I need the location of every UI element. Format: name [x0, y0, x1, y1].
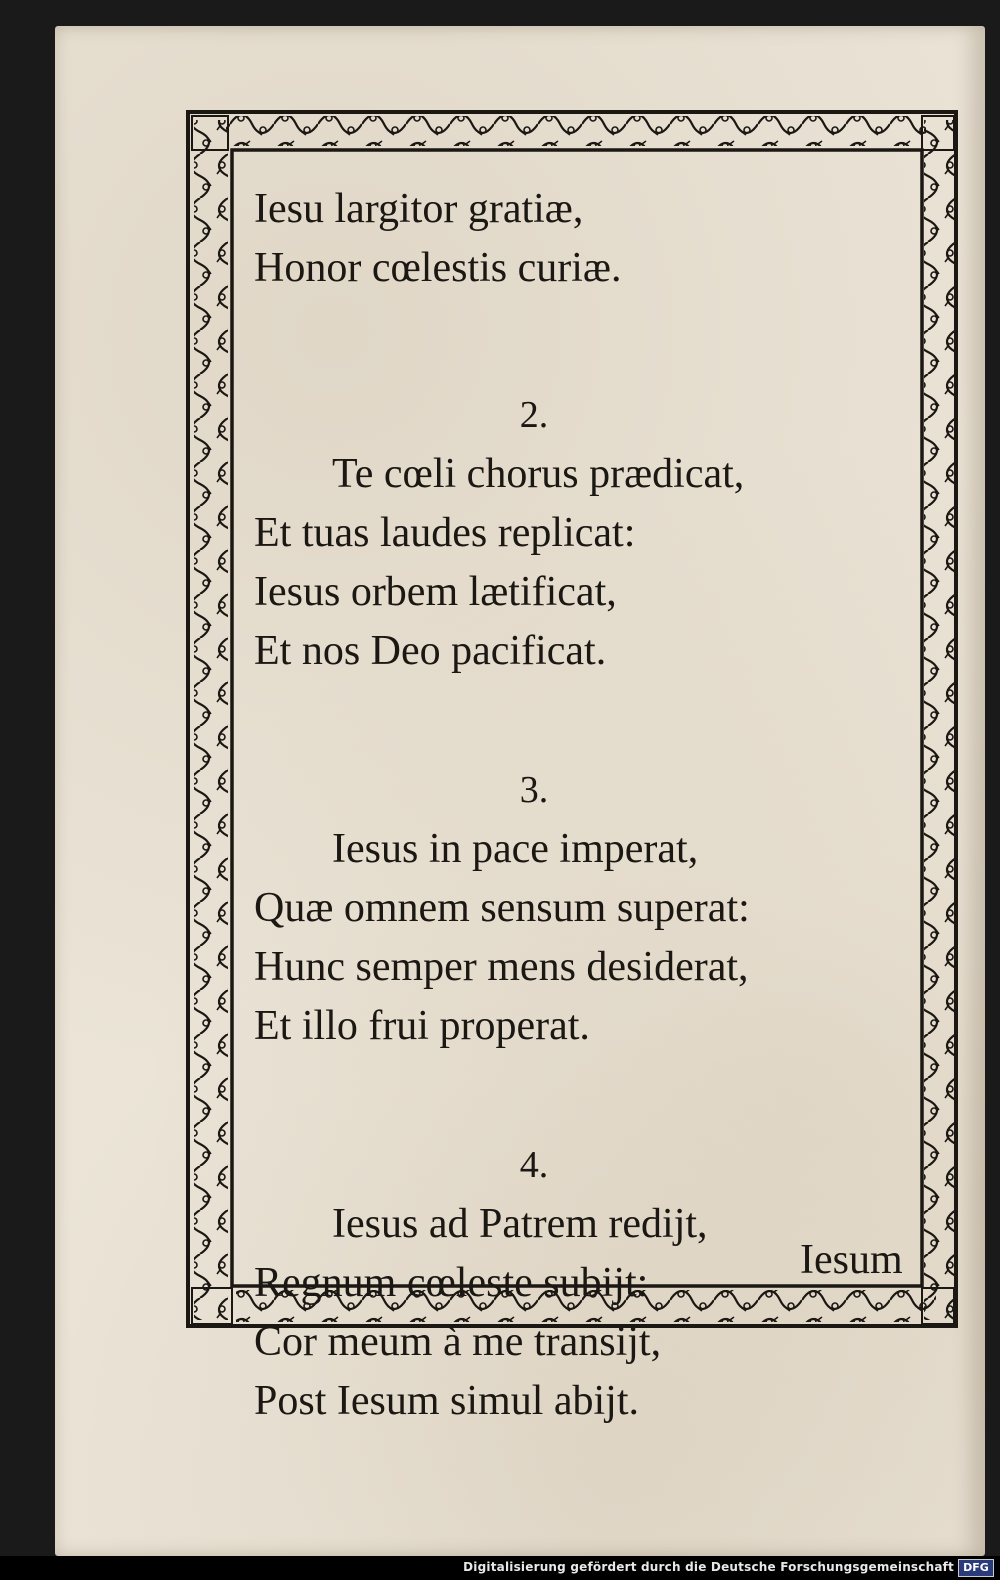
stanza-number: 3.: [519, 769, 549, 811]
verse-line: Regnum cœleste subijt:: [254, 1260, 649, 1306]
dfg-logo: DFG: [958, 1559, 994, 1577]
stanza-3: [254, 820, 934, 1056]
verse-line: Honor cœlestis curiæ.: [254, 245, 622, 291]
verse-line: Post Iesum simul abijt.: [254, 1378, 640, 1424]
catchword: Iesum: [800, 1237, 903, 1283]
verse-line: Te cœli chorus prædicat,: [332, 451, 745, 497]
stanza-1: [254, 180, 934, 298]
verse-line: Et illo frui properat.: [254, 1003, 590, 1049]
verse-line: Quæ omnem sensum superat:: [254, 885, 750, 931]
verse-line: Iesus ad Patrem redijt,: [332, 1201, 708, 1247]
verse-line: Iesus in pace imperat,: [332, 826, 699, 872]
stanza-number: 2.: [519, 394, 549, 436]
stanza-4: [254, 1195, 934, 1431]
stanza-2: [254, 445, 934, 681]
verse-line: Cor meum à me transijt,: [254, 1319, 662, 1365]
verse-line: Iesu largitor gratiæ,: [254, 186, 584, 232]
verse-line: Iesus orbem lætificat,: [254, 569, 617, 615]
stanza-number: 4.: [519, 1144, 549, 1186]
verse-line: Et tuas laudes replicat:: [254, 510, 636, 556]
footer-credit: Digitalisierung gefördert durch die Deutsche Forschungsgemeinschaft: [463, 1560, 954, 1574]
verse-line: Hunc semper mens desiderat,: [254, 944, 749, 990]
footer-bar: [0, 1556, 1000, 1580]
verse-line: Et nos Deo pacificat.: [254, 628, 607, 674]
